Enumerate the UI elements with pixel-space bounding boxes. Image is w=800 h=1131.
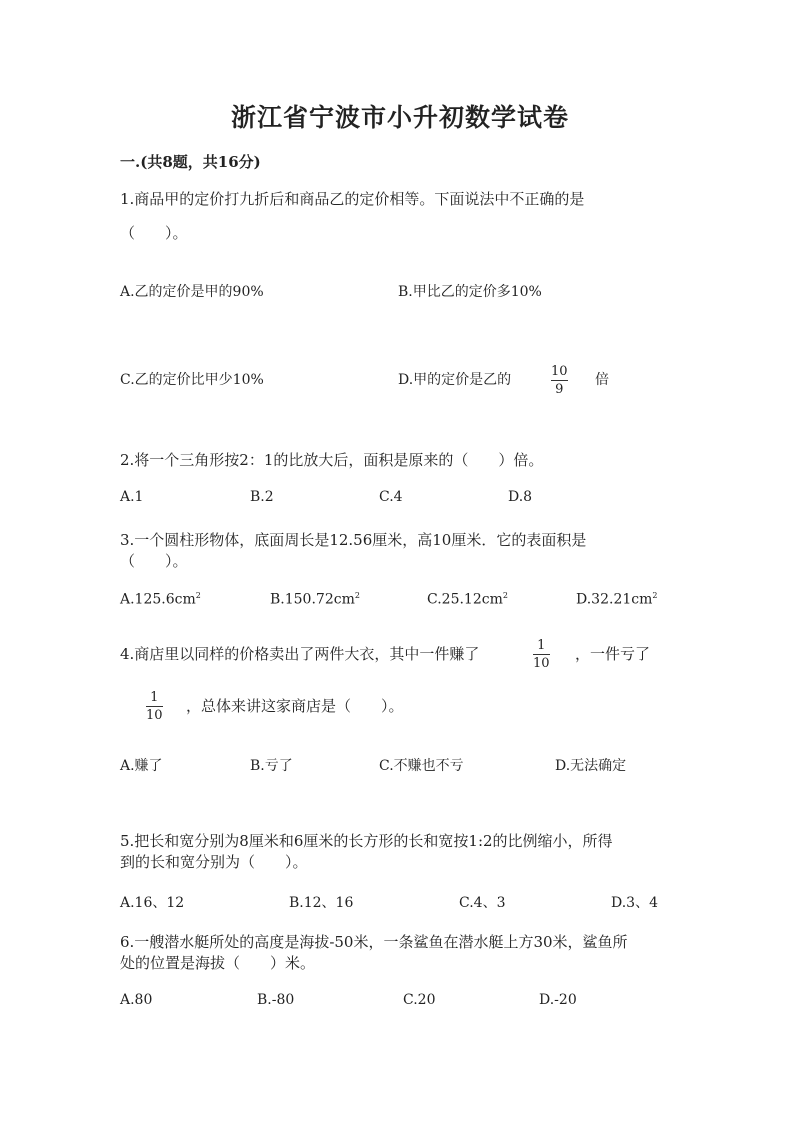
fraction-1-10-a <box>533 638 550 671</box>
question-1-option-a[interactable]: A.乙的定价是甲的90% <box>120 284 264 300</box>
question-6-option-a[interactable]: A.80 <box>120 992 153 1008</box>
question-2-option-a[interactable]: A.1 <box>120 489 144 505</box>
question-3-stem-cont: （ ）。 <box>120 552 188 570</box>
question-6-stem: 6.一艘潜水艇所处的高度是海拔-50米，一条鲨鱼在潜水艇上方30米，鲨鱼所 <box>120 933 628 951</box>
fraction-10-9 <box>551 364 568 397</box>
question-1-option-b[interactable]: B.甲比乙的定价多10% <box>398 284 542 300</box>
question-2-option-c[interactable]: C.4 <box>379 489 403 505</box>
unit-superscript: 2 <box>502 591 508 600</box>
question-4-stem-mid: ，一件亏了 <box>575 645 651 663</box>
fraction-bar <box>146 706 163 707</box>
question-2-option-b[interactable]: B.2 <box>250 489 274 505</box>
fraction-bar <box>533 654 550 655</box>
question-6-stem-cont: 处的位置是海拔（ ）米。 <box>120 954 316 972</box>
option-text: B.150.72cm <box>270 591 355 608</box>
question-3-option-d[interactable] <box>576 591 657 608</box>
fraction-numerator: 1 <box>150 690 159 705</box>
unit-superscript: 2 <box>195 591 201 600</box>
option-text: C.25.12cm <box>427 591 503 608</box>
question-3-stem: 3.一个圆柱形物体，底面周长是12.56厘米，高10厘米．它的表面积是 <box>120 531 587 549</box>
question-5-option-c[interactable]: C.4、3 <box>459 895 506 911</box>
unit-superscript: 2 <box>652 591 658 600</box>
question-2-option-d[interactable]: D.8 <box>508 489 533 505</box>
question-4-option-d[interactable]: D.无法确定 <box>555 758 627 774</box>
question-4-stem-cont: ，总体来讲这家商店是（ ）。 <box>186 697 404 715</box>
fraction-1-10-b <box>146 690 163 723</box>
unit-superscript: 2 <box>354 591 360 600</box>
question-5-stem: 5.把长和宽分别为8厘米和6厘米的长方形的长和宽按1:2的比例缩小，所得 <box>120 832 613 850</box>
section-heading: 一.(共8题，共16分) <box>120 153 261 171</box>
fraction-denominator: 9 <box>555 382 564 397</box>
question-4-option-b[interactable]: B.亏了 <box>250 758 293 774</box>
question-5-stem-cont: 到的长和宽分别为（ ）。 <box>120 853 308 871</box>
question-1-option-d[interactable] <box>398 369 511 389</box>
question-3-option-c[interactable] <box>427 591 508 608</box>
fraction-denominator: 10 <box>533 656 550 671</box>
question-6-option-c[interactable]: C.20 <box>403 992 436 1008</box>
option-d-suffix: 倍 <box>595 372 609 388</box>
fraction-bar <box>551 380 568 381</box>
page-title: 浙江省宁波市小升初数学试卷 <box>230 103 569 132</box>
question-4-option-a[interactable]: A.赚了 <box>120 758 163 774</box>
question-2-stem: 2.将一个三角形按2：1的比放大后，面积是原来的（ ）倍。 <box>120 451 544 469</box>
question-4-option-c[interactable]: C.不赚也不亏 <box>379 758 464 774</box>
question-3-option-b[interactable] <box>270 591 360 608</box>
option-text: D.32.21cm <box>576 591 653 608</box>
fraction-numerator: 10 <box>551 364 568 379</box>
option-text: A.125.6cm <box>120 591 196 608</box>
question-3-option-a[interactable] <box>120 591 201 608</box>
fraction-numerator: 1 <box>537 638 546 653</box>
option-d-text: D.甲的定价是乙的 <box>398 372 512 388</box>
question-1-stem: 1.商品甲的定价打九折后和商品乙的定价相等。下面说法中不正确的是 <box>120 190 585 208</box>
question-1-stem-cont: （ ）。 <box>120 224 188 242</box>
question-5-option-b[interactable]: B.12、16 <box>289 895 354 911</box>
question-4-stem: 4.商店里以同样的价格卖出了两件大衣，其中一件赚了 <box>120 645 480 663</box>
fraction-denominator: 10 <box>146 708 163 723</box>
question-5-option-a[interactable]: A.16、12 <box>120 895 185 911</box>
question-6-option-b[interactable]: B.-80 <box>257 992 295 1008</box>
question-6-option-d[interactable]: D.-20 <box>539 992 577 1008</box>
question-1-option-c[interactable]: C.乙的定价比甲少10% <box>120 372 264 388</box>
question-5-option-d[interactable]: D.3、4 <box>611 895 658 911</box>
